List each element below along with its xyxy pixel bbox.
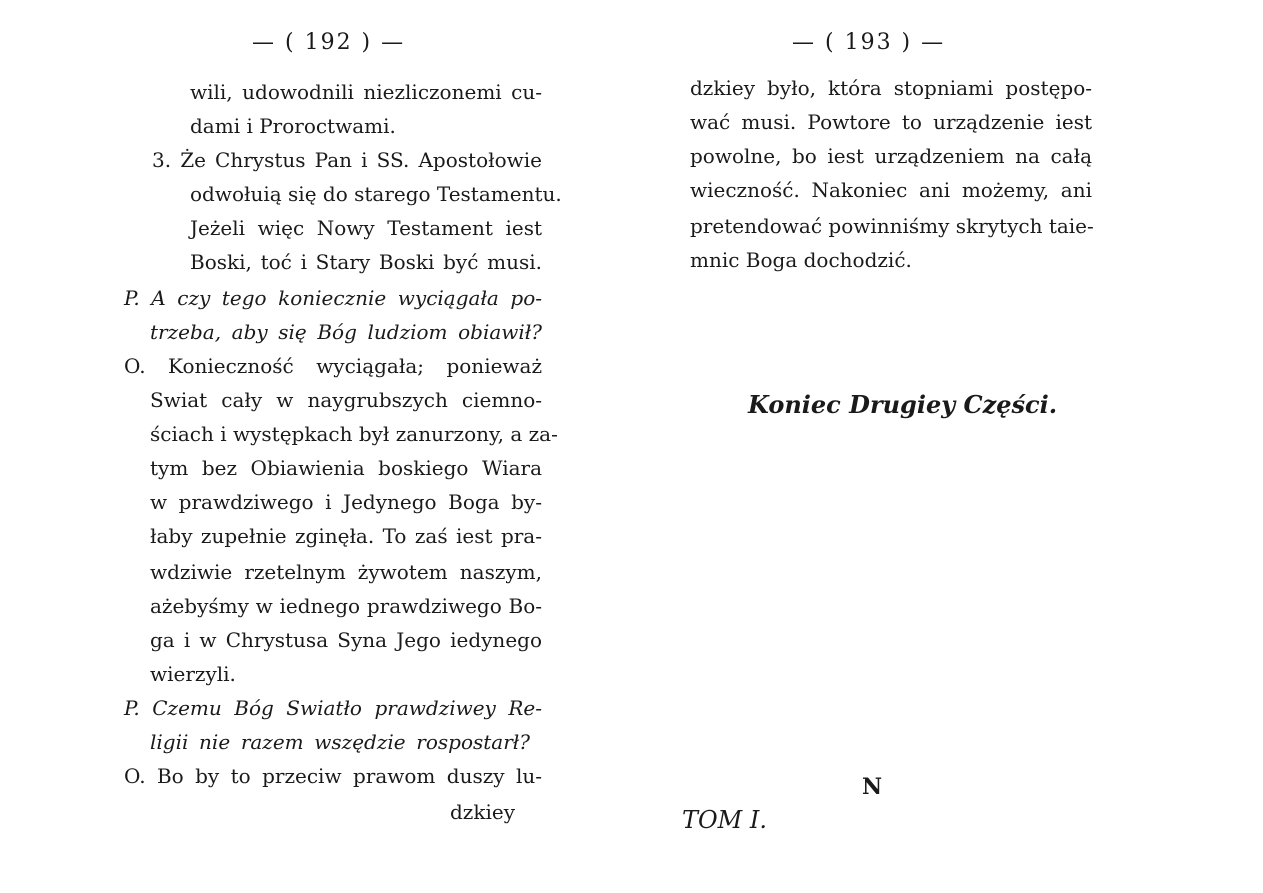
text-line: ażebyśmy w iednego prawdziwego Bo- <box>150 594 542 618</box>
text-line: Jeżeli więc Nowy Testament iest <box>190 216 542 240</box>
answer-line: O. Konieczność wyciągała; ponieważ <box>124 354 542 378</box>
right-page <box>640 0 1263 893</box>
closing-title: Koniec Drugiey Części. <box>748 390 1058 419</box>
answer-line: O. Bo by to przeciw prawom duszy lu- <box>124 764 542 788</box>
text-line: ga i w Chrystusa Syna Jego iedynego <box>150 628 542 652</box>
volume-label: TOM I. <box>682 806 767 834</box>
text-line: w prawdziwego i Jedynego Boga by- <box>150 490 542 514</box>
text-line: mnic Boga dochodzić. <box>690 248 912 272</box>
text-line: wdziwie rzetelnym żywotem naszym, <box>150 560 542 584</box>
text-line: wili, udowodnili niezliczonemi cu- <box>190 80 542 104</box>
text-line: ściach i występkach był zanurzony, a za- <box>150 422 558 446</box>
text-line: dami i Proroctwami. <box>190 114 396 138</box>
text-line: wieczność. Nakoniec ani możemy, ani <box>690 178 1092 202</box>
signature-mark: N <box>862 774 883 800</box>
text-line: Boski, toć i Stary Boski być musi. <box>190 250 542 274</box>
catchword: dzkiey <box>450 800 515 824</box>
text-line: pretendować powinniśmy skrytych taie- <box>690 214 1094 238</box>
page-header-right: — ( 193 ) — <box>792 30 946 55</box>
text-line: dzkiey było, która stopniami postępo- <box>690 76 1092 100</box>
question-line: ligii nie razem wszędzie rospostarł? <box>150 730 530 754</box>
question-line: trzeba, aby się Bóg ludziom obiawił? <box>150 320 542 344</box>
text-line: wierzyli. <box>150 662 236 686</box>
text-line: odwołuią się do starego Testamentu. <box>190 182 562 206</box>
question-line: P. A czy tego koniecznie wyciągała po- <box>124 286 542 310</box>
page-header-left: — ( 192 ) — <box>252 30 406 55</box>
text-line: tym bez Obiawienia boskiego Wiara <box>150 456 542 480</box>
text-line: łaby zupełnie zginęła. To zaś iest pra- <box>150 524 542 548</box>
text-line: wać musi. Powtore to urządzenie iest <box>690 110 1092 134</box>
text-line: 3. Że Chrystus Pan i SS. Apostołowie <box>152 148 542 172</box>
question-line: P. Czemu Bóg Swiatło prawdziwey Re- <box>124 696 542 720</box>
text-line: powolne, bo iest urządzeniem na całą <box>690 144 1092 168</box>
text-line: Swiat cały w naygrubszych ciemno- <box>150 388 542 412</box>
